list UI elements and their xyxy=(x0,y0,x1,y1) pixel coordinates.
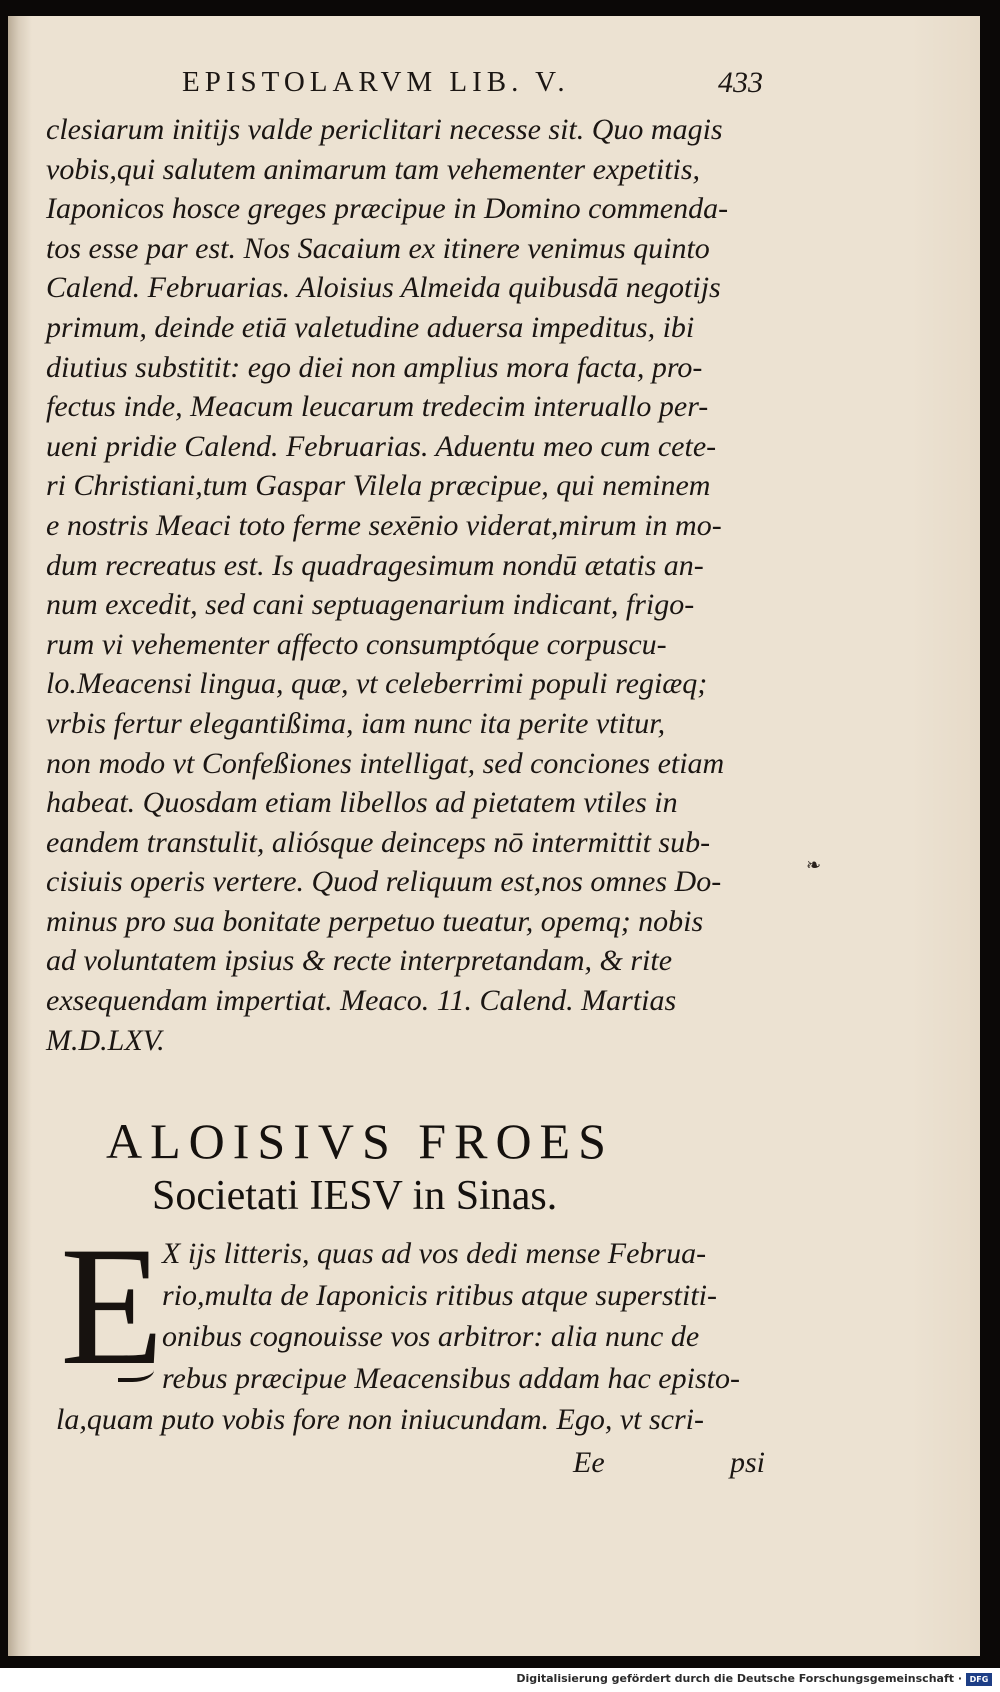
text-line: primum, deinde etiā valetudine aduersa impeditus, ibi xyxy=(46,310,695,344)
text-line: vobis,qui salutem animarum tam vehementer expetitis, xyxy=(46,152,701,186)
text-line: ri Christiani,tum Gaspar Vilela præcipue, qui neminem xyxy=(46,469,711,503)
catchword: psi xyxy=(730,1446,766,1479)
funding-credit: Digitalisierung gefördert durch die Deutsche Forschungsgemeinschaft · xyxy=(516,1672,962,1685)
text-line: rebus præcipue Meacensibus addam hac episto- xyxy=(162,1361,740,1395)
text-line: e nostris Meaci toto ferme sexēnio viderat,mirum in mo- xyxy=(46,508,722,542)
body-text xyxy=(46,110,786,1060)
dfg-logo-icon: DFG xyxy=(966,1673,992,1686)
text-line: minus pro sua bonitate perpetuo tueatur, opemq; nobis xyxy=(46,904,704,938)
text-line: eandem transtulit, aliósque deinceps nō intermittit sub- xyxy=(46,825,711,859)
section-heading: ALOISIVS FROES xyxy=(106,1113,614,1169)
text-line: onibus cognouisse vos arbitror: alia nunc de xyxy=(162,1320,700,1353)
text-line: non modo vt Confeßiones intelligat, sed conciones etiam xyxy=(46,746,725,780)
text-line: ueni pridie Calend. Februarias. Aduentu meo cum cete- xyxy=(46,429,717,463)
text-line: rum vi vehementer affecto consumptóque corpuscu- xyxy=(46,627,667,661)
text-line: ad voluntatem ipsius & recte interpretandam, & rite xyxy=(46,944,673,978)
marginal-ornament-icon: ❧ xyxy=(806,855,822,876)
section-subheading: Societati IESV in Sinas. xyxy=(152,1173,558,1219)
running-head xyxy=(0,66,1000,106)
text-line: exsequendam impertiat. Meaco. 11. Calend. Martias xyxy=(46,984,677,1018)
footer-bar xyxy=(0,1668,1000,1692)
text-line: M.D.LXV. xyxy=(46,1023,165,1057)
drop-capital: E xyxy=(60,1212,164,1400)
text-line: tos esse par est. Nos Sacaium ex itinere venimus quinto xyxy=(46,231,710,265)
text-line: X ijs litteris, quas ad vos dedi mense Februa- xyxy=(162,1237,707,1270)
letter-line: la,quam puto vobis fore non iniucundam. Ego, vt scri- xyxy=(56,1403,704,1436)
text-line: lo.Meacensi lingua, quæ, vt celeberrimi populi regiæq; xyxy=(46,667,708,701)
text-line: Iaponicos hosce greges præcipue in Domino commenda- xyxy=(46,192,729,226)
text-line: Calend. Februarias. Aloisius Almeida quibusdā negotijs xyxy=(46,271,721,305)
signature-mark: Ee xyxy=(573,1446,605,1479)
text-line: cisiuis operis vertere. Quod reliquum est,nos omnes Do- xyxy=(46,865,722,899)
text-line: diutius substitit: ego diei non amplius mora facta, pro- xyxy=(46,350,703,384)
page-edge xyxy=(910,16,980,1656)
text-line: vrbis fertur elegantißima, iam nunc ita perite vtitur, xyxy=(46,706,666,740)
text-line: rio,multa de Iaponicis ritibus atque superstiti- xyxy=(162,1278,717,1312)
gutter-shadow xyxy=(8,16,32,1656)
text-line: dum recreatus est. Is quadragesimum nondū ætatis an- xyxy=(46,548,704,582)
text-line: num excedit, sed cani septuagenarium indicant, frigo- xyxy=(46,588,695,622)
running-title: EPISTOLARVM LIB. V. xyxy=(182,66,570,98)
page-number: 433 xyxy=(718,66,763,99)
text-line: fectus inde, Meacum leucarum tredecim interuallo per- xyxy=(46,390,709,424)
text-line: clesiarum initijs valde periclitari necesse sit. Quo magis xyxy=(46,113,723,146)
letter-opening xyxy=(162,1233,782,1399)
text-line: habeat. Quosdam etiam libellos ad pietatem vtiles in xyxy=(46,786,678,820)
